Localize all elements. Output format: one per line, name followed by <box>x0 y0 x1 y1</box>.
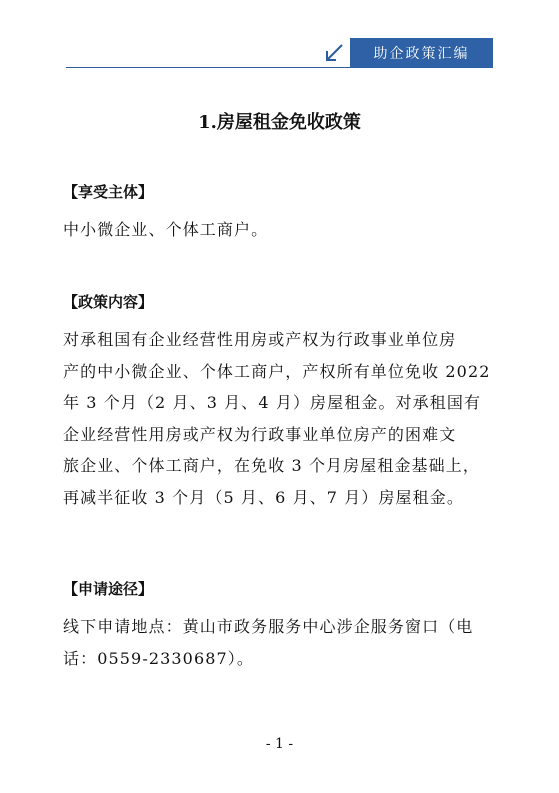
section-body-application <box>63 611 503 674</box>
text-line: 对承租国有企业经营性用房或产权为行政事业单位房 <box>63 330 457 349</box>
page-number: - 1 - <box>265 736 294 752</box>
arrow-down-left-icon <box>322 41 346 65</box>
text-line: 年 3 个月（2 月、3 月、4 月）房屋租金。对承租国有 <box>63 393 482 412</box>
header-badge: 助企政策汇编 <box>350 38 493 68</box>
section-body-content <box>63 324 503 513</box>
text-line: 产的中小微企业、个体工商户，产权所有单位免收 2022 <box>63 361 491 381</box>
text-line: 话：0559-2330687）。 <box>63 648 254 668</box>
text-line: 企业经营性用房或产权为行政事业单位房产的困难文 <box>63 424 457 444</box>
text-line: 再减半征收 3 个月（5 月、6 月、7 月）房屋租金。 <box>63 487 464 507</box>
section-body-subject <box>63 214 503 246</box>
section-heading-content: 【政策内容】 <box>63 293 154 311</box>
text-line: 中小微企业、个体工商户。 <box>63 220 269 239</box>
text-line: 线下申请地点：黄山市政务服务中心涉企服务窗口（电 <box>63 617 474 636</box>
section-heading-application: 【申请途径】 <box>63 580 154 598</box>
page-title: 1.房屋租金免收政策 <box>198 112 361 133</box>
section-heading-subject: 【享受主体】 <box>63 183 154 201</box>
text-line: 旅企业、个体工商户，在免收 3 个月房屋租金基础上， <box>63 456 480 475</box>
